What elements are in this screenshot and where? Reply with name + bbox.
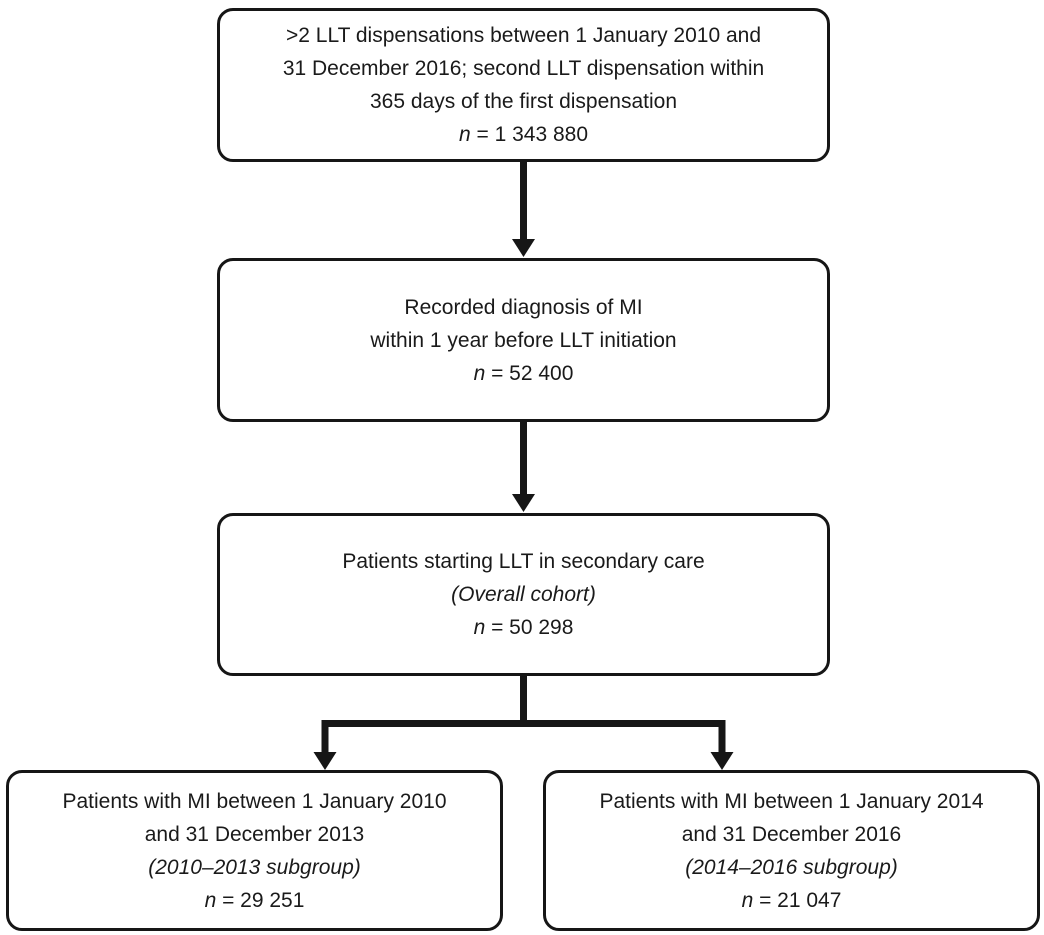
flow-box-subgroup-2014-2016 xyxy=(543,770,1040,931)
box-n-line xyxy=(459,118,588,151)
n-value: = 29 251 xyxy=(216,888,305,912)
n-value: = 1 343 880 xyxy=(470,123,589,146)
box-text-line: Recorded diagnosis of MI xyxy=(404,295,643,319)
box-subtitle: (2014–2016 subgroup) xyxy=(685,855,898,879)
box-text-line: and 31 December 2013 xyxy=(144,822,365,846)
box-n-line xyxy=(205,884,305,917)
box-text-line: Patients starting LLT in secondary care xyxy=(342,550,705,573)
n-label: n xyxy=(473,616,486,639)
box-text-line: and 31 December 2016 xyxy=(681,822,902,846)
arrow-head-icon xyxy=(711,752,734,770)
arrow-head-icon xyxy=(512,239,535,257)
n-value: = 50 298 xyxy=(485,616,574,639)
n-label: n xyxy=(473,361,486,385)
box-text-line: 365 days of the first dispensation xyxy=(369,90,678,113)
flow-box-overall-cohort xyxy=(217,513,830,676)
n-label: n xyxy=(741,888,754,912)
arrow-mi-diagnosis-to-overall-cohort xyxy=(512,422,535,512)
box-text-line: Patients with MI between 1 January 2014 xyxy=(599,789,984,813)
flow-box-subgroup-2010-2013 xyxy=(6,770,503,931)
arrow-head-icon xyxy=(512,494,535,512)
box-subtitle: (Overall cohort) xyxy=(451,583,596,606)
n-label: n xyxy=(458,123,471,146)
n-label: n xyxy=(204,888,217,912)
n-value: = 21 047 xyxy=(753,888,842,912)
arrow-head-icon xyxy=(314,752,337,770)
box-n-line xyxy=(474,611,574,644)
box-text-line: 31 December 2016; second LLT dispensation within xyxy=(282,57,765,80)
branch-overall-cohort-to-subgroups xyxy=(314,676,734,770)
flow-box-eligible xyxy=(217,8,830,162)
box-text-line: within 1 year before LLT initiation xyxy=(370,328,677,352)
flow-box-mi-diagnosis xyxy=(217,258,830,422)
arrow-eligible-to-mi-diagnosis xyxy=(512,162,535,257)
box-text-line: Patients with MI between 1 January 2010 xyxy=(62,789,447,813)
box-n-line xyxy=(474,357,574,390)
box-n-line xyxy=(742,884,842,917)
box-text-line: >2 LLT dispensations between 1 January 2010 and xyxy=(286,24,761,47)
box-subtitle: (2010–2013 subgroup) xyxy=(148,855,361,879)
n-value: = 52 400 xyxy=(485,361,574,385)
